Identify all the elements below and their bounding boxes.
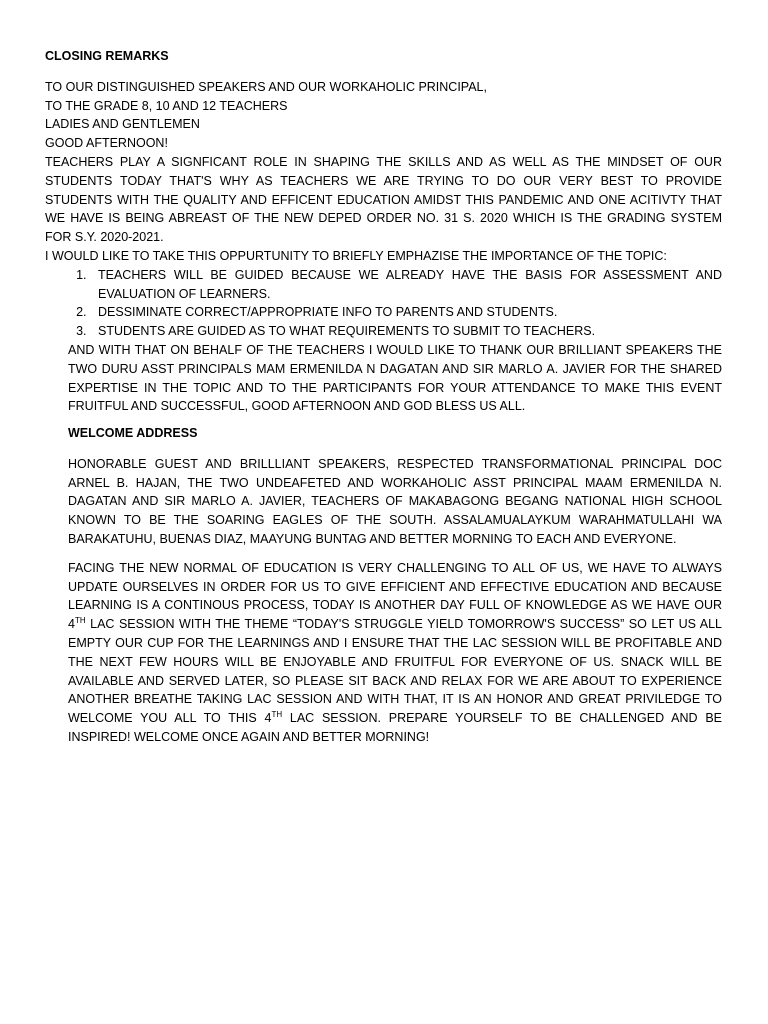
closing-remarks-section [45, 47, 722, 416]
ordinal-suffix: TH [271, 710, 283, 719]
salutation-line: GOOD AFTERNOON! [45, 136, 168, 151]
salutation-line: LADIES AND GENTLEMEN [45, 117, 200, 132]
welcome-paragraph-1: HONORABLE GUEST AND BRILLLIANT SPEAKERS, RESPECTED TRANSFORMATIONAL PRINCIPAL DOC ARNEL B. HAJAN, THE TWO UNDEAFETED AND WORKAHOLIC ASST PRINCIPAL MAAM ERMENILDA N. DAGATAN AND SIR MARLO A. JAVIER, TEACHERS OF MAKABAGONG BEGANG NATIONAL HIGH SCHOOL KNOWN TO BE THE SOARING EAGLES OF THE SOUTH. ASSALAMUALAYKUM WARAHMATULLAHI WA BARAKATUHU, BUENAS DIAZ, MAAYUNG BUNTAG AND BETTER MORNING TO EACH AND EVERYONE. [68, 456, 722, 546]
closing-thanks-paragraph: AND WITH THAT ON BEHALF OF THE TEACHERS I WOULD LIKE TO THANK OUR BRILLIANT SPEAKERS THE TWO DURU ASST PRINCIPALS MAM ERMENILDA N DAGATAN AND SIR MARLO A. JAVIER FOR THE SHARED EXPERTISE IN THE TOPIC AND TO THE PARTICIPANTS FOR YOUR ATTENDANCE TO MAKE THIS EVENT FRUITFUL AND SUCCESSFUL, GOOD AFTERNOON AND GOD BLESS US ALL. [68, 342, 722, 414]
salutation-line: TO THE GRADE 8, 10 AND 12 TEACHERS [45, 98, 288, 113]
salutation-line: TO OUR DISTINGUISHED SPEAKERS AND OUR WORKAHOLIC PRINCIPAL, [45, 79, 487, 94]
welcome-paragraph-2 [68, 559, 722, 747]
importance-list [45, 266, 722, 341]
list-intro: I WOULD LIKE TO TAKE THIS OPPURTUNITY TO BRIEFLY EMPHAZISE THE IMPORTANCE OF THE TOPIC: [45, 248, 667, 263]
welcome-text-part: FACING THE NEW NORMAL OF EDUCATION IS VERY CHALLENGING TO ALL OF US, WE HAVE TO ALWAYS UPDATE OURSELVES IN ORDER FOR US TO GIVE EFFICIENT AND EFFECTIVE EDUCATION AND BECAUSE LEARNING IS A CONTINOUS PROCESS, TODAY IS ANOTHER DAY FULL OF KNOWLEDGE AS WE HAVE OUR 4 [68, 560, 722, 632]
list-item: 3. STUDENTS ARE GUIDED AS TO WHAT REQUIREMENTS TO SUBMIT TO TEACHERS. [90, 322, 722, 341]
list-item: 1. TEACHERS WILL BE GUIDED BECAUSE WE ALREADY HAVE THE BASIS FOR ASSESSMENT AND EVALUATION OF LEARNERS. [90, 266, 722, 304]
closing-paragraph-body: TEACHERS PLAY A SIGNFICANT ROLE IN SHAPING THE SKILLS AND AS WELL AS THE MINDSET OF OUR STUDENTS TODAY THAT'S WHY AS TEACHERS WE ARE TRYING TO DO OUR VERY BEST TO PROVIDE STUDENTS WITH THE QUALITY AND EFFICENT EDUCATION AMIDST THIS PANDEMIC AND ONE ACITIVTY THAT WE HAVE IS BEING ABREAST OF THE NEW DEPED ORDER NO. 31 S. 2020 WHICH IS THE GRADING SYSTEM FOR S.Y. 2020-2021. [45, 154, 722, 245]
ordinal-suffix: TH [74, 616, 86, 626]
closing-remarks-heading: CLOSING REMARKS [45, 49, 169, 63]
welcome-address-section [68, 424, 722, 757]
welcome-address-heading: WELCOME ADDRESS [68, 426, 198, 440]
welcome-text-part: LAC SESSION. PREPARE YOURSELF TO BE CHALLENGED AND BE INSPIRED! WELCOME ONCE AGAIN AND BETTER MORNING! [68, 711, 722, 744]
welcome-text-part: LAC SESSION WITH THE THEME “TODAY'S STRUGGLE YIELD TOMORROW'S SUCCESS” SO LET US ALL EMPTY OUR CUP FOR THE LEARNINGS AND I ENSURE THAT THE LAC SESSION WILL BE PROFITABLE AND THE NEXT FEW HOURS WILL BE ENJOYABLE AND FRUITFUL FOR EVERYONE OF US. SNACK WILL BE AVAILABLE AND SERVED LATER, SO PLEASE SIT BACK AND RELAX FOR WE ARE ABOUT TO EXPERIENCE ANOTHER BREATHE TAKING LAC SESSION AND WITH THAT, IT IS AN HONOR AND GREAT PRIVILEDGE TO WELCOME YOU ALL TO THIS 4 [68, 617, 722, 726]
list-item: 2. DESSIMINATE CORRECT/APPROPRIATE INFO TO PARENTS AND STUDENTS. [90, 303, 722, 322]
